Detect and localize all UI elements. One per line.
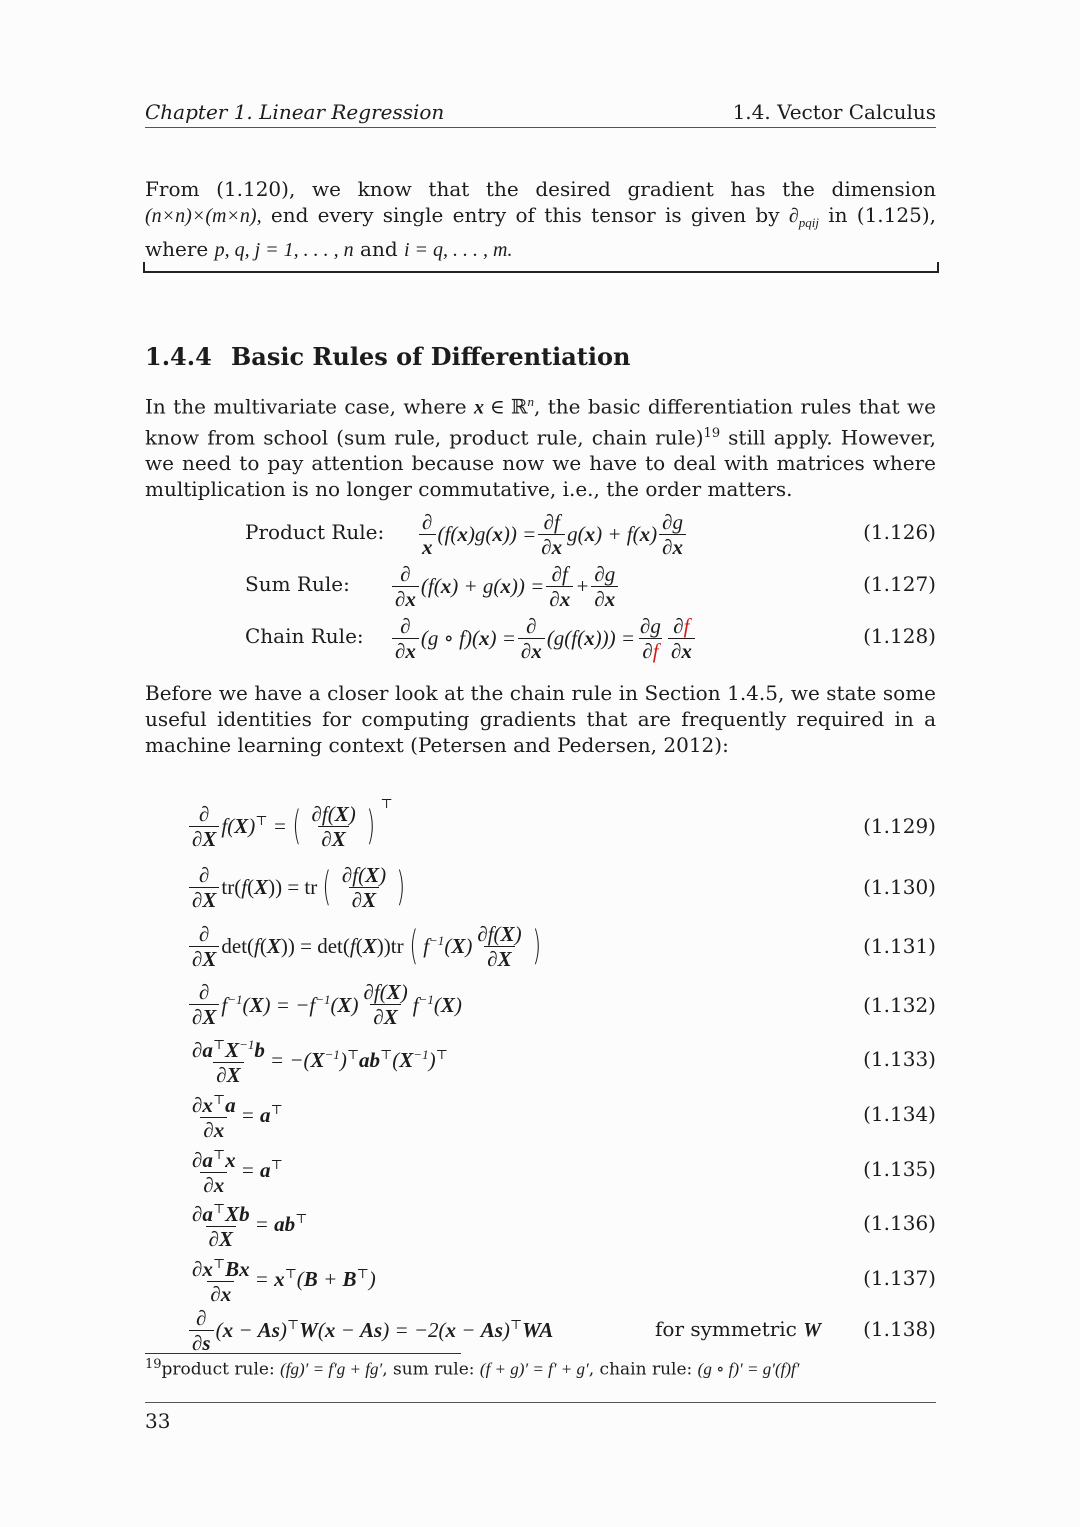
multivariate-paragraph: In the multivariate case, where x ∈ ℝ$^n$, the basic differentiation rules that we know from school (sum rule, product rule, chain rule)$^{19}$ still apply. However, we need to pay attention because now we have to deal with matrices where multiplication is no longer commutative, i.e., the order matters.: [145, 394, 937, 502]
equation-number: (1.129): [863, 814, 936, 838]
footer-rule: [145, 1402, 936, 1403]
equation-1-129: $\frac{\partial}{\partial X}$ f(X)⊤ = ( $\frac{\partial f(X)}{\partial X}$ ) ⊤ (1.129): [145, 796, 936, 856]
equation-number: (1.131): [863, 934, 936, 958]
footnote-ref[interactable]: 19: [703, 425, 721, 441]
section-heading: [145, 342, 630, 371]
running-header-section: 1.4. Vector Calculus: [732, 100, 936, 124]
equation-number: (1.130): [863, 875, 936, 899]
equation-number: (1.135): [863, 1157, 936, 1181]
equation-number: (1.126): [863, 520, 936, 544]
section-title: Basic Rules of Differentiation: [231, 342, 631, 371]
equation-number: (1.128): [863, 624, 936, 648]
equation-number: (1.137): [863, 1266, 936, 1290]
equation-1-135: $\frac{\partial a^⊤x}{\partial x}$ = a⊤ (1.135): [192, 1147, 936, 1197]
equation-sum-rule: Sum Rule: $\frac{\partial}{\partial x}$ (f(x) + g(x)) = $\frac{\partial f}{\partial x}$ + $\frac{\partial g}{\partial x}$ (1.127): [245, 561, 936, 611]
equation-product-rule: Product Rule: $\frac{\partial}{x}$ (f(x)g(x)) = $\frac{\partial f}{\partial x}$ g(x) + f(x) $\frac{\partial g}{\partial x}$ (1.126): [245, 509, 936, 559]
equation-1-136: $\frac{\partial a^⊤Xb}{\partial X}$ = ab⊤ (1.136): [192, 1201, 936, 1251]
intro-paragraph: From (1.120), we know that the desired gradient has the dimension (n×n)×(m×n), end every single entry of this tensor is given by $\partial_{pqij}$ in (1.125), where p, q, j = 1, . . . , n and i = q, . . . , m.: [145, 177, 936, 261]
footnote: $^{19}$product rule: (fg)′ = f′g + fg′, sum rule: (f + g)′ = f′ + g′, chain rule: (g ∘ f)′ = g′(f)f′: [145, 1357, 800, 1380]
equation-number: (1.136): [863, 1211, 936, 1235]
equation-1-132: $\frac{\partial}{\partial X}$ $f^{-1}(X) = -f^{-1}(X)$ $\frac{\partial f(X)}{\partial X}$ $f^{-1}(X)$ (1.132): [145, 977, 936, 1032]
equation-1-138: $\frac{\partial}{\partial s}$ (x − As)⊤W(x − As) = −2(x − As)⊤WA for symmetric W (1.138): [145, 1305, 936, 1355]
equation-1-131: $\frac{\partial}{\partial X}$ det(f(X)) = det(f(X))tr ( $f^{-1}(X)$ $\frac{\partial f(X)}{\partial X}$ ) (1.131): [145, 917, 936, 975]
equation-number: (1.138): [863, 1317, 936, 1341]
footnote-rule: [145, 1353, 461, 1354]
equation-number: (1.132): [863, 993, 936, 1017]
running-header-chapter: Chapter 1. Linear Regression: [145, 100, 445, 124]
equation-number: (1.127): [863, 572, 936, 596]
equation-number: (1.133): [863, 1047, 936, 1071]
section-number: 1.4.4: [145, 342, 212, 371]
equation-chain-rule: Chain Rule: $\frac{\partial}{\partial x}$ (g ∘ f)(x) = $\frac{\partial}{\partial x}$ (g(f(x))) = $\frac{\partial g}{\partial f}$ $\frac{\partial f}{\partial x}$ (1.128): [245, 613, 936, 663]
page-number: 33: [145, 1409, 171, 1433]
equation-1-134: $\frac{\partial x^⊤a}{\partial x}$ = a⊤ (1.134): [192, 1092, 936, 1142]
equation-1-133: $\frac{\partial a^⊤X^{-1}b}{\partial X}$ = $-(X^{-1})^⊤ab^⊤(X^{-1})^⊤$ (1.133): [192, 1037, 936, 1087]
equation-number: (1.134): [863, 1102, 936, 1126]
equation-1-137: $\frac{\partial x^⊤Bx}{\partial x}$ = x⊤(B + B⊤) (1.137): [192, 1256, 936, 1306]
identities-paragraph: Before we have a closer look at the chain rule in Section 1.4.5, we state some useful identities for computing gradients that are frequently required in a machine learning context (Petersen and Pedersen, 2012):: [145, 681, 936, 757]
equation-1-130: $\frac{\partial}{\partial X}$ tr(f(X)) = tr ( $\frac{\partial f(X)}{\partial X}$ ) (1.130): [145, 858, 936, 916]
example-end-bracket: [143, 262, 939, 273]
header-rule: [145, 127, 936, 128]
